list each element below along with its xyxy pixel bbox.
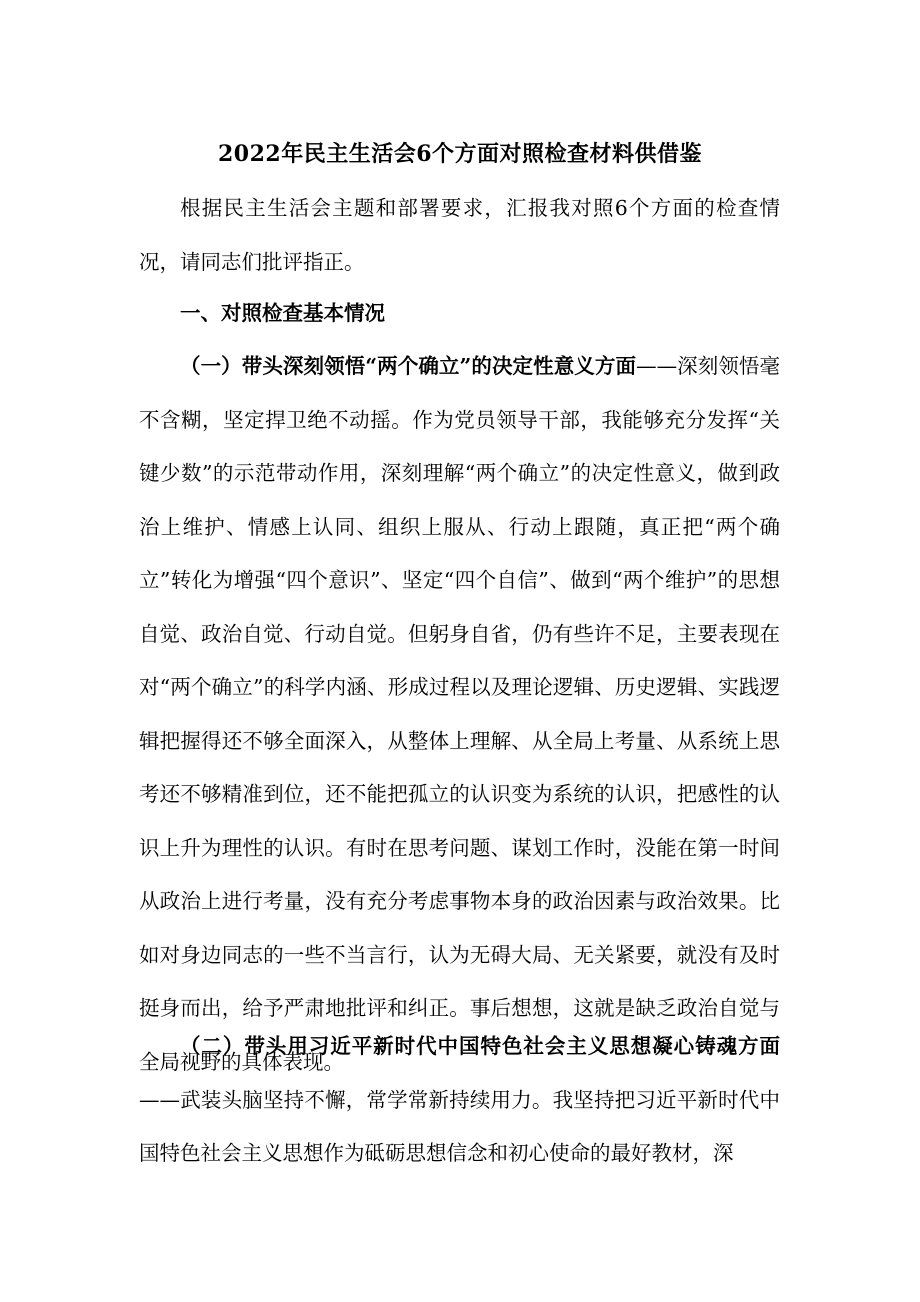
section-1-text: ——深刻领悟毫不含糊，坚定捍卫绝不动摇。作为党员领导干部，我能够充分发挥“关键少数”的示范带动作用，深刻理解“两个确立”的决定性意义，做到政治上维护、情感上认同、组织上服从、行动上跟随，真正把“两个确立”转化为增强“四个意识”、坚定“四个自信”、做到“两个维护”的思想自觉、政治自觉、行动自觉。但躬身自省，仍有些许不足，主要表现在对“两个确立”的科学内涵、形成过程以及理论逻辑、历史逻辑、实践逻辑把握得还不够全面深入，从整体上理解、从全局上考量、从系统上思考还不够精准到位，还不能把孤立的认识变为系统的认识，把感性的认识上升为理性的认识。有时在思考问题、谋划工作时，没能在第一时间从政治上进行考量，没有充分考虑事物本身的政治因素与政治效果。比如对身边同志的一些不当言行，认为无碍大局、无关紧要，就没有及时挺身而出，给予严肃地批评和纠正。事后想想，这就是缺乏政治自觉与全局视野的具体表现。: [139, 354, 780, 1074]
section-2-heading: （二）带头用习近平新时代中国特色社会主义思想凝心铸魂方面: [180, 1034, 780, 1058]
section-1-paragraph: [139, 340, 780, 1089]
section-2-text: ——武装头脑坚持不懈，常学常新持续用力。我坚持把习近平新时代中国特色社会主义思想作为砥砺思想信念和初心使命的最好教材，深: [139, 1087, 780, 1165]
document-title: 2022年民主生活会6个方面对照检查材料供借鉴: [217, 141, 703, 167]
section-1-heading: （一）带头深刻领悟“两个确立”的决定性意义方面: [180, 354, 637, 378]
section-2-paragraph: [139, 1020, 780, 1181]
heading-basic-situation: 一、对照检查基本情况: [180, 301, 385, 325]
intro-paragraph: 根据民主生活会主题和部署要求，汇报我对照6个方面的检查情况，请同志们批评指正。: [139, 196, 780, 274]
